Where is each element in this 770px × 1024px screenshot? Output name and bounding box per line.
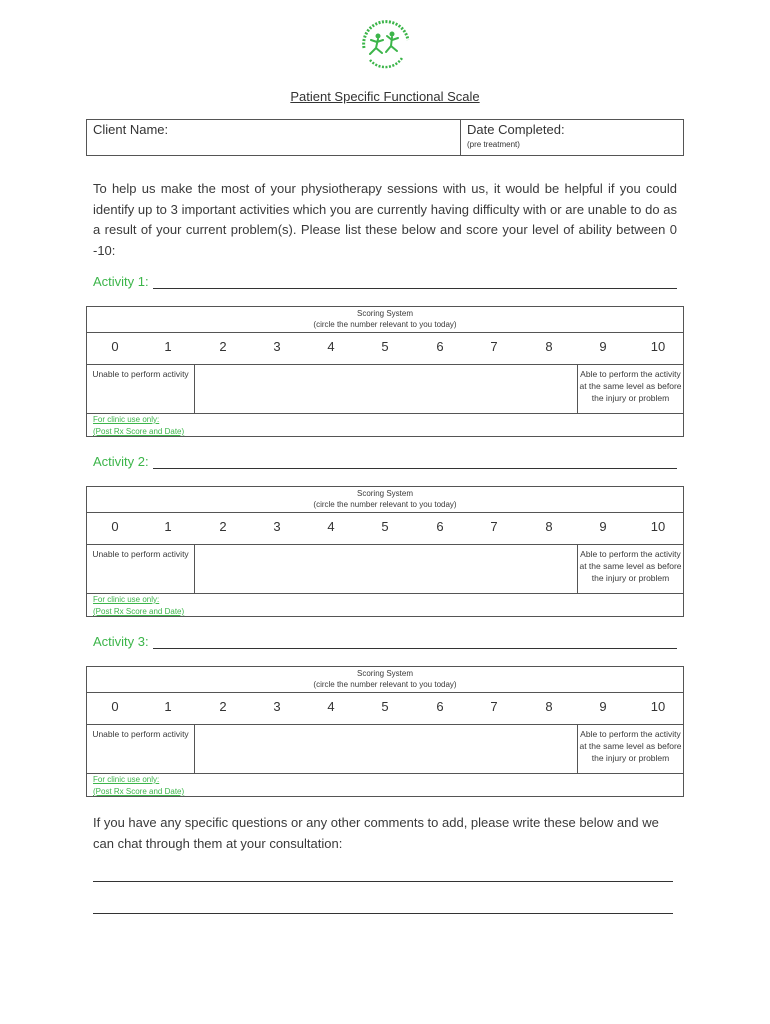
comment-line-2[interactable] [93,913,673,914]
logo [356,18,416,70]
score-0[interactable]: 0 [111,519,119,534]
date-note: (pre treatment) [467,140,520,149]
low-description: Unable to perform activity [87,365,195,413]
score-8[interactable]: 8 [545,339,553,354]
score-2[interactable]: 2 [219,339,227,354]
score-table-3 [86,666,684,797]
clinic-use-note: (Post Rx Score and Date) [93,427,185,436]
score-table-2 [86,486,684,617]
activity-2-line[interactable] [153,455,677,469]
info-table [86,119,684,156]
score-1[interactable]: 1 [164,519,172,534]
score-9[interactable]: 9 [599,519,607,534]
scoring-heading: Scoring System [356,309,414,318]
score-5[interactable]: 5 [381,339,389,354]
clinic-use-note: (Post Rx Score and Date) [93,607,185,616]
scoring-heading: Scoring System [356,489,414,498]
score-9[interactable]: 9 [599,339,607,354]
activity-3-label: Activity 3: [93,634,149,649]
scoring-subheading: (circle the number relevant to you today) [313,320,457,329]
score-numbers [87,513,683,545]
score-3[interactable]: 3 [273,699,281,714]
clinic-use-label: For clinic use only: [93,595,160,604]
score-3[interactable]: 3 [273,519,281,534]
date-completed-cell[interactable] [461,120,683,155]
score-1[interactable]: 1 [164,699,172,714]
low-description: Unable to perform activity [87,545,195,593]
score-2[interactable]: 2 [219,519,227,534]
date-completed-label: Date Completed: [467,122,565,137]
activity-1-row [93,274,677,289]
score-8[interactable]: 8 [545,699,553,714]
client-name-label: Client Name: [93,122,169,137]
score-2[interactable]: 2 [219,699,227,714]
activity-1-label: Activity 1: [93,274,149,289]
scoring-heading: Scoring System [356,669,414,678]
score-numbers [87,333,683,365]
score-7[interactable]: 7 [490,339,498,354]
score-descriptions [87,545,683,594]
activity-3-line[interactable] [153,635,677,649]
scoring-subheading: (circle the number relevant to you today) [313,500,457,509]
scoring-header [87,307,683,333]
score-10[interactable]: 10 [650,339,666,354]
score-7[interactable]: 7 [490,699,498,714]
low-description: Unable to perform activity [87,725,195,773]
comment-line-1[interactable] [93,881,673,882]
score-6[interactable]: 6 [436,339,444,354]
score-numbers [87,693,683,725]
activity-2-label: Activity 2: [93,454,149,469]
activity-2-row [93,454,677,469]
activity-3-row [93,634,677,649]
score-5[interactable]: 5 [381,519,389,534]
score-table-1 [86,306,684,437]
page-title: Patient Specific Functional Scale [290,89,480,104]
closing-paragraph: If you have any specific questions or any other comments to add, please write these below and we can chat through them at your consultation: [93,815,659,851]
score-0[interactable]: 0 [111,699,119,714]
scoring-header [87,667,683,693]
score-4[interactable]: 4 [327,699,335,714]
score-4[interactable]: 4 [327,339,335,354]
clinic-use-cell[interactable] [87,414,683,438]
score-descriptions [87,365,683,414]
score-9[interactable]: 9 [599,699,607,714]
client-name-cell[interactable] [87,120,461,155]
score-6[interactable]: 6 [436,699,444,714]
clinic-use-cell[interactable] [87,774,683,798]
score-7[interactable]: 7 [490,519,498,534]
clinic-use-cell[interactable] [87,594,683,618]
score-10[interactable]: 10 [650,699,666,714]
activity-1-line[interactable] [153,275,677,289]
score-6[interactable]: 6 [436,519,444,534]
score-0[interactable]: 0 [111,339,119,354]
score-1[interactable]: 1 [164,339,172,354]
clinic-use-label: For clinic use only: [93,775,160,784]
high-description: Able to perform the activity at the same level as before the injury or problem [577,545,683,593]
score-4[interactable]: 4 [327,519,335,534]
score-5[interactable]: 5 [381,699,389,714]
clinic-use-label: For clinic use only: [93,415,160,424]
scoring-subheading: (circle the number relevant to you today) [313,680,457,689]
score-3[interactable]: 3 [273,339,281,354]
scoring-header [87,487,683,513]
clinic-use-note: (Post Rx Score and Date) [93,787,185,796]
intro-paragraph: To help us make the most of your physiotherapy sessions with us, it would be helpful if you could identify up to 3 important activities which you are currently having difficulty with or are unable to do as a result of your current problem(s). Please list these below and score your level of ability between 0 -10: [93,181,677,258]
leaf-health-logo-icon [356,18,416,70]
high-description: Able to perform the activity at the same level as before the injury or problem [577,365,683,413]
high-description: Able to perform the activity at the same level as before the injury or problem [577,725,683,773]
score-8[interactable]: 8 [545,519,553,534]
score-10[interactable]: 10 [650,519,666,534]
score-descriptions [87,725,683,774]
